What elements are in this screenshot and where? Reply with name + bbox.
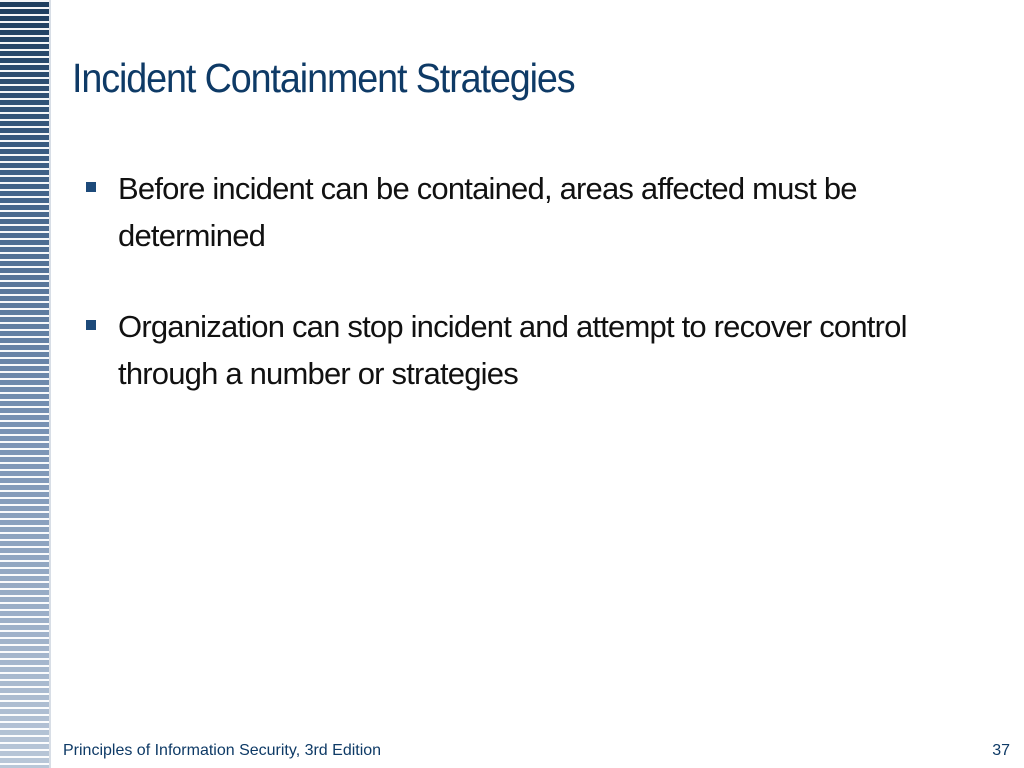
footer-book-title: Principles of Information Security, 3rd Edition: [63, 742, 382, 759]
bullet-text: Before incident can be contained, areas affected must be determined: [118, 171, 857, 253]
bullet-item: [86, 165, 966, 259]
square-bullet-icon: [86, 182, 96, 192]
bullet-list: [86, 165, 966, 441]
slide-title: Incident Containment Strategies: [72, 55, 575, 101]
bullet-item: [86, 303, 966, 397]
side-bar-divider: [49, 0, 51, 768]
decorative-striped-side-bar: [0, 0, 49, 768]
page-number: 37: [992, 742, 1010, 759]
bullet-text: Organization can stop incident and attempt to recover control through a number or strategies: [118, 309, 907, 391]
square-bullet-icon: [86, 320, 96, 330]
